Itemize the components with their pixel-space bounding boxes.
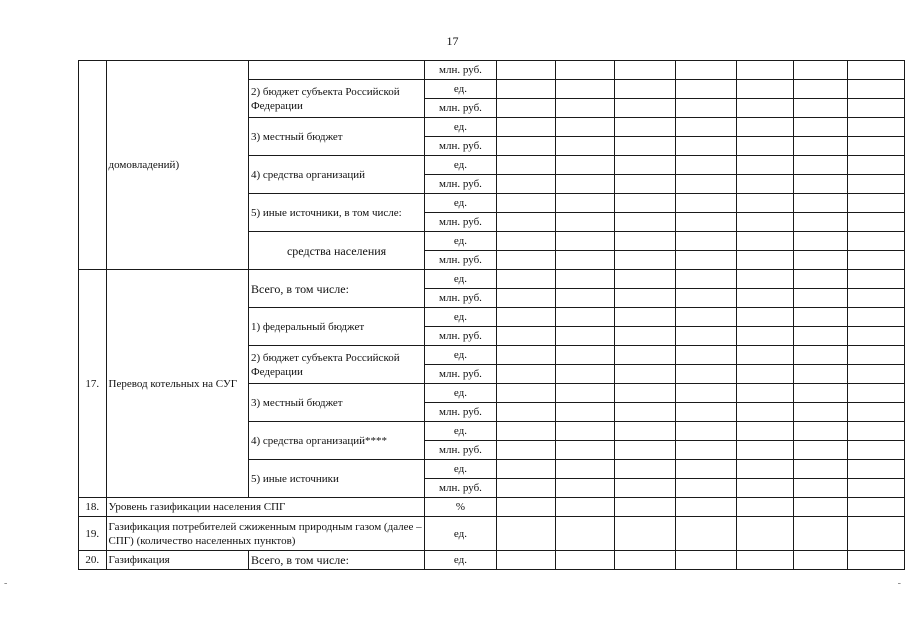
value-cell xyxy=(676,61,737,80)
row-number-cell: 17. xyxy=(79,270,107,498)
value-cell xyxy=(847,422,904,441)
value-cell xyxy=(676,137,737,156)
value-cell xyxy=(555,80,614,99)
value-cell xyxy=(555,251,614,270)
value-cell xyxy=(676,517,737,551)
value-cell xyxy=(615,251,676,270)
value-cell xyxy=(496,194,555,213)
value-cell xyxy=(794,137,847,156)
unit-cell: ед. xyxy=(425,517,497,551)
value-cell xyxy=(737,551,794,570)
value-cell xyxy=(737,346,794,365)
value-cell xyxy=(794,384,847,403)
value-cell xyxy=(555,99,614,118)
value-cell xyxy=(496,289,555,308)
value-cell xyxy=(847,251,904,270)
value-cell xyxy=(794,517,847,551)
value-cell xyxy=(847,232,904,251)
value-cell xyxy=(496,346,555,365)
value-cell xyxy=(676,479,737,498)
value-cell xyxy=(555,61,614,80)
value-cell xyxy=(847,365,904,384)
value-cell xyxy=(676,80,737,99)
funding-source-cell: 3) местный бюджет xyxy=(248,118,424,156)
unit-cell: млн. руб. xyxy=(425,479,497,498)
funding-source-cell: 3) местный бюджет xyxy=(248,384,424,422)
value-cell xyxy=(847,137,904,156)
unit-cell: млн. руб. xyxy=(425,289,497,308)
unit-cell: млн. руб. xyxy=(425,441,497,460)
value-cell xyxy=(847,346,904,365)
indicator-name-cell: домовладений) xyxy=(106,61,248,270)
value-cell xyxy=(615,498,676,517)
value-cell xyxy=(737,194,794,213)
value-cell xyxy=(555,194,614,213)
row-number-cell: 19. xyxy=(79,517,107,551)
value-cell xyxy=(496,232,555,251)
value-cell xyxy=(847,403,904,422)
value-cell xyxy=(496,365,555,384)
value-cell xyxy=(676,232,737,251)
value-cell xyxy=(737,460,794,479)
value-cell xyxy=(847,384,904,403)
value-cell xyxy=(737,118,794,137)
value-cell xyxy=(794,213,847,232)
value-cell xyxy=(615,403,676,422)
unit-cell: ед. xyxy=(425,232,497,251)
value-cell xyxy=(794,308,847,327)
value-cell xyxy=(847,80,904,99)
value-cell xyxy=(847,327,904,346)
value-cell xyxy=(794,551,847,570)
table-row xyxy=(79,498,905,517)
value-cell xyxy=(555,384,614,403)
value-cell xyxy=(676,403,737,422)
unit-cell: ед. xyxy=(425,270,497,289)
value-cell xyxy=(555,270,614,289)
value-cell xyxy=(737,213,794,232)
unit-cell: ед. xyxy=(425,156,497,175)
unit-cell: ед. xyxy=(425,346,497,365)
value-cell xyxy=(496,308,555,327)
unit-cell: ед. xyxy=(425,118,497,137)
value-cell xyxy=(615,422,676,441)
value-cell xyxy=(737,479,794,498)
value-cell xyxy=(615,384,676,403)
funding-source-cell: 4) средства организаций xyxy=(248,156,424,194)
value-cell xyxy=(615,270,676,289)
value-cell xyxy=(555,422,614,441)
value-cell xyxy=(737,327,794,346)
value-cell xyxy=(555,365,614,384)
value-cell xyxy=(794,346,847,365)
indicator-name-cell: Уровень газификации населения СПГ xyxy=(106,498,425,517)
scan-edge-mark-left: - xyxy=(4,578,8,589)
value-cell xyxy=(847,441,904,460)
value-cell xyxy=(555,289,614,308)
row-number-cell: 20. xyxy=(79,551,107,570)
unit-cell: млн. руб. xyxy=(425,327,497,346)
value-cell xyxy=(737,99,794,118)
value-cell xyxy=(496,403,555,422)
value-cell xyxy=(496,99,555,118)
value-cell xyxy=(847,289,904,308)
unit-cell: млн. руб. xyxy=(425,251,497,270)
unit-cell: ед. xyxy=(425,384,497,403)
value-cell xyxy=(615,156,676,175)
table-row xyxy=(79,270,905,289)
value-cell xyxy=(794,251,847,270)
value-cell xyxy=(794,61,847,80)
value-cell xyxy=(794,80,847,99)
value-cell xyxy=(676,175,737,194)
value-cell xyxy=(676,422,737,441)
funding-source-cell: 2) бюджет субъекта Российской Федерации xyxy=(248,346,424,384)
value-cell xyxy=(737,61,794,80)
unit-cell: млн. руб. xyxy=(425,213,497,232)
value-cell xyxy=(847,551,904,570)
unit-cell: ед. xyxy=(425,422,497,441)
value-cell xyxy=(737,422,794,441)
value-cell xyxy=(496,251,555,270)
value-cell xyxy=(555,403,614,422)
value-cell xyxy=(615,517,676,551)
value-cell xyxy=(794,175,847,194)
value-cell xyxy=(555,346,614,365)
value-cell xyxy=(794,270,847,289)
value-cell xyxy=(794,441,847,460)
value-cell xyxy=(555,156,614,175)
value-cell xyxy=(615,441,676,460)
value-cell xyxy=(615,327,676,346)
value-cell xyxy=(615,137,676,156)
value-cell xyxy=(737,251,794,270)
value-cell xyxy=(794,232,847,251)
value-cell xyxy=(615,99,676,118)
unit-cell: % xyxy=(425,498,497,517)
value-cell xyxy=(496,441,555,460)
value-cell xyxy=(555,551,614,570)
value-cell xyxy=(847,118,904,137)
value-cell xyxy=(676,384,737,403)
value-cell xyxy=(847,156,904,175)
value-cell xyxy=(496,137,555,156)
value-cell xyxy=(737,232,794,251)
table-row xyxy=(79,517,905,551)
indicator-name-cell: Газификация потребителей сжиженным природным газом (далее – СПГ) (количество населенных пунктов) xyxy=(106,517,425,551)
value-cell xyxy=(496,460,555,479)
funding-source-cell: Всего, в том числе: xyxy=(248,551,424,570)
value-cell xyxy=(847,460,904,479)
value-cell xyxy=(615,194,676,213)
value-cell xyxy=(676,308,737,327)
value-cell xyxy=(794,460,847,479)
value-cell xyxy=(496,551,555,570)
value-cell xyxy=(847,270,904,289)
value-cell xyxy=(794,156,847,175)
value-cell xyxy=(737,365,794,384)
unit-cell: млн. руб. xyxy=(425,175,497,194)
funding-source-cell: 2) бюджет субъекта Российской Федерации xyxy=(248,80,424,118)
value-cell xyxy=(555,460,614,479)
table-row xyxy=(79,61,905,80)
value-cell xyxy=(496,175,555,194)
value-cell xyxy=(496,213,555,232)
value-cell xyxy=(615,289,676,308)
value-cell xyxy=(615,118,676,137)
funding-source-cell xyxy=(248,61,424,80)
value-cell xyxy=(737,289,794,308)
value-cell xyxy=(737,441,794,460)
value-cell xyxy=(615,61,676,80)
value-cell xyxy=(615,232,676,251)
row-number-cell: 18. xyxy=(79,498,107,517)
value-cell xyxy=(676,365,737,384)
unit-cell: ед. xyxy=(425,80,497,99)
value-cell xyxy=(555,327,614,346)
value-cell xyxy=(615,551,676,570)
value-cell xyxy=(496,118,555,137)
value-cell xyxy=(794,289,847,308)
value-cell xyxy=(615,213,676,232)
value-cell xyxy=(555,441,614,460)
value-cell xyxy=(496,479,555,498)
value-cell xyxy=(847,479,904,498)
value-cell xyxy=(555,137,614,156)
value-cell xyxy=(847,213,904,232)
value-cell xyxy=(615,346,676,365)
value-cell xyxy=(794,422,847,441)
value-cell xyxy=(676,498,737,517)
value-cell xyxy=(555,232,614,251)
value-cell xyxy=(555,498,614,517)
value-cell xyxy=(676,251,737,270)
scan-edge-mark-right: - xyxy=(897,578,901,589)
value-cell xyxy=(794,327,847,346)
value-cell xyxy=(847,517,904,551)
value-cell xyxy=(615,460,676,479)
value-cell xyxy=(737,80,794,99)
unit-cell: ед. xyxy=(425,460,497,479)
value-cell xyxy=(737,308,794,327)
value-cell xyxy=(676,213,737,232)
unit-cell: млн. руб. xyxy=(425,365,497,384)
funding-source-cell: 4) средства организаций**** xyxy=(248,422,424,460)
value-cell xyxy=(737,270,794,289)
value-cell xyxy=(737,156,794,175)
value-cell xyxy=(794,99,847,118)
value-cell xyxy=(615,175,676,194)
indicator-table xyxy=(78,60,905,570)
value-cell xyxy=(615,365,676,384)
value-cell xyxy=(794,403,847,422)
value-cell xyxy=(847,194,904,213)
value-cell xyxy=(496,517,555,551)
value-cell xyxy=(847,99,904,118)
value-cell xyxy=(555,479,614,498)
value-cell xyxy=(737,384,794,403)
value-cell xyxy=(496,384,555,403)
value-cell xyxy=(496,270,555,289)
table-row xyxy=(79,551,905,570)
value-cell xyxy=(615,308,676,327)
value-cell xyxy=(737,403,794,422)
funding-source-cell: 5) иные источники xyxy=(248,460,424,498)
value-cell xyxy=(737,517,794,551)
unit-cell: млн. руб. xyxy=(425,137,497,156)
value-cell xyxy=(847,308,904,327)
value-cell xyxy=(847,175,904,194)
value-cell xyxy=(676,99,737,118)
unit-cell: млн. руб. xyxy=(425,99,497,118)
funding-source-cell: Всего, в том числе: xyxy=(248,270,424,308)
value-cell xyxy=(847,498,904,517)
value-cell xyxy=(496,327,555,346)
funding-source-cell: средства населения xyxy=(248,232,424,270)
value-cell xyxy=(615,80,676,99)
value-cell xyxy=(676,118,737,137)
value-cell xyxy=(676,327,737,346)
value-cell xyxy=(737,498,794,517)
unit-cell: ед. xyxy=(425,551,497,570)
indicator-name-cell: Газификация xyxy=(106,551,248,570)
value-cell xyxy=(737,175,794,194)
unit-cell: ед. xyxy=(425,194,497,213)
value-cell xyxy=(676,441,737,460)
value-cell xyxy=(847,61,904,80)
indicator-name-cell: Перевод котельных на СУГ xyxy=(106,270,248,498)
value-cell xyxy=(555,213,614,232)
value-cell xyxy=(555,175,614,194)
value-cell xyxy=(555,118,614,137)
value-cell xyxy=(794,118,847,137)
value-cell xyxy=(676,270,737,289)
value-cell xyxy=(555,517,614,551)
value-cell xyxy=(794,194,847,213)
value-cell xyxy=(676,346,737,365)
value-cell xyxy=(496,80,555,99)
value-cell xyxy=(496,156,555,175)
value-cell xyxy=(496,498,555,517)
value-cell xyxy=(794,498,847,517)
value-cell xyxy=(737,137,794,156)
row-number-cell xyxy=(79,61,107,270)
unit-cell: млн. руб. xyxy=(425,403,497,422)
unit-cell: ед. xyxy=(425,308,497,327)
value-cell xyxy=(676,156,737,175)
page-number: 17 xyxy=(446,34,459,48)
value-cell xyxy=(794,365,847,384)
value-cell xyxy=(676,551,737,570)
value-cell xyxy=(496,61,555,80)
value-cell xyxy=(555,308,614,327)
value-cell xyxy=(676,289,737,308)
funding-source-cell: 1) федеральный бюджет xyxy=(248,308,424,346)
value-cell xyxy=(794,479,847,498)
value-cell xyxy=(615,479,676,498)
funding-source-cell: 5) иные источники, в том числе: xyxy=(248,194,424,232)
value-cell xyxy=(676,460,737,479)
unit-cell: млн. руб. xyxy=(425,61,497,80)
value-cell xyxy=(496,422,555,441)
value-cell xyxy=(676,194,737,213)
